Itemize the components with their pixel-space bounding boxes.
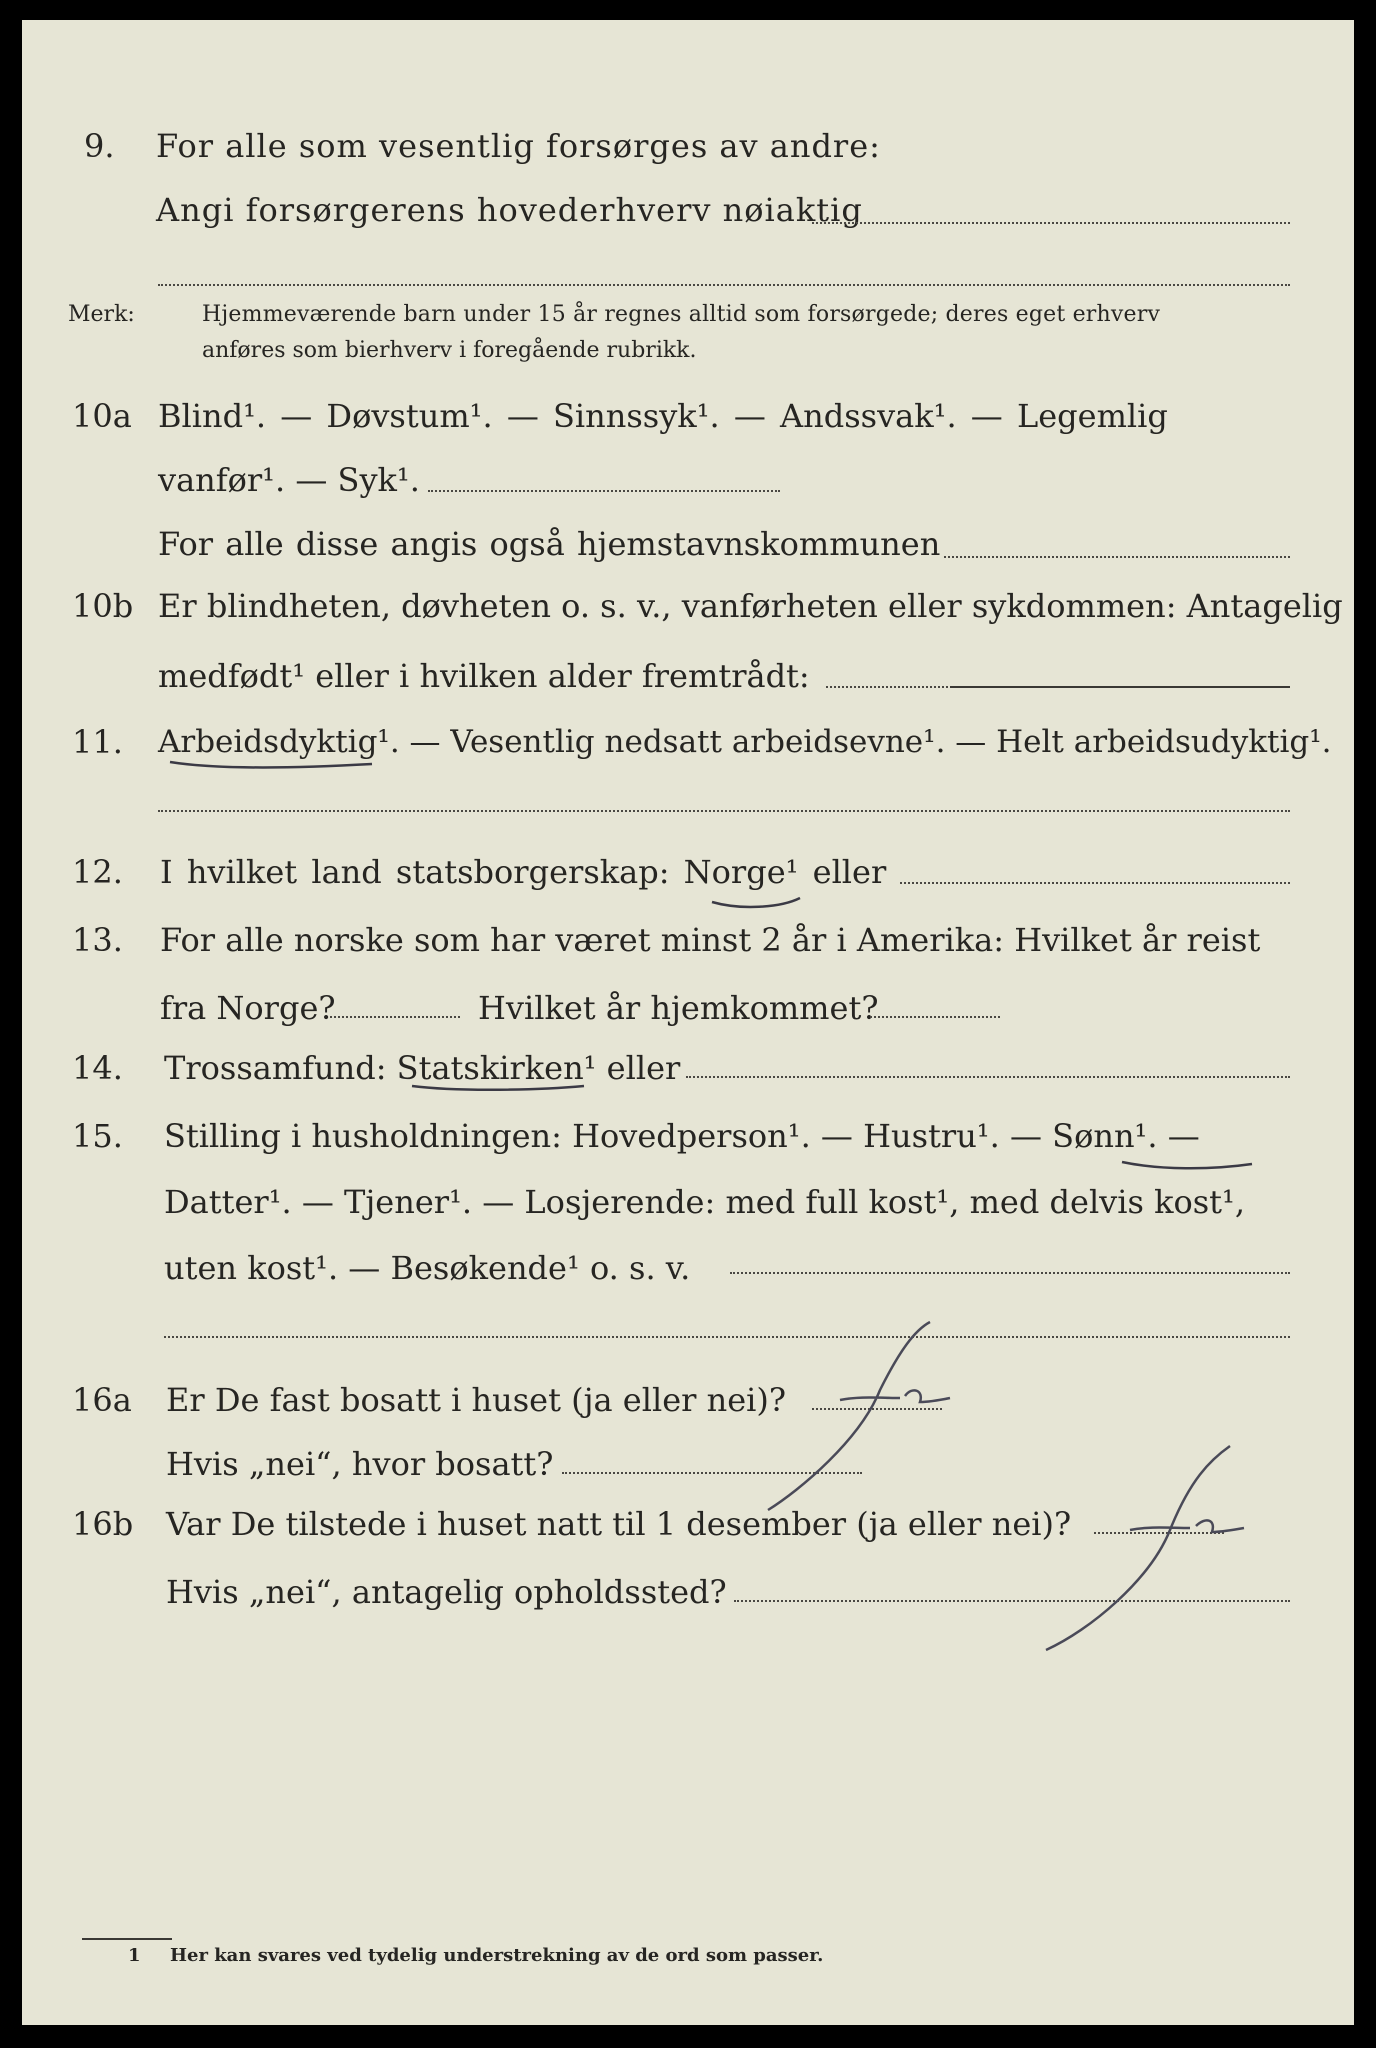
- q16b-number: 16b: [72, 1505, 134, 1543]
- q14-number: 14.: [72, 1049, 123, 1087]
- underline-sonn: [1122, 1162, 1252, 1168]
- handwriting-ja-16a: [768, 1322, 950, 1510]
- q9-number: 9.: [84, 127, 115, 165]
- q14-line1: Trossamfund: Statskirken¹ eller: [164, 1049, 681, 1087]
- q11-number: 11.: [72, 723, 123, 761]
- q16a-line1: Er De fast bosatt i huset (ja eller nei)?: [166, 1381, 787, 1419]
- underline-norge: [712, 898, 800, 907]
- q13-line2a: fra Norge?: [160, 989, 336, 1027]
- q13-number: 13.: [72, 921, 123, 959]
- q10a-line3: For alle disse angis også hjemstavnskommunen: [158, 525, 941, 563]
- q10a-line2: vanfør¹. — Syk¹.: [158, 461, 420, 499]
- q16b-line1: Var De tilstede i huset natt til 1 desember (ja eller nei)?: [166, 1505, 1072, 1543]
- q15-line3: uten kost¹. — Besøkende¹ o. s. v.: [164, 1249, 691, 1287]
- underline-arbeidsdyktig: [170, 762, 372, 768]
- q9-line1: For alle som vesentlig forsørges av andre:: [156, 127, 881, 165]
- q13-line2b: Hvilket år hjemkommet?: [478, 989, 879, 1027]
- q10b-line2: medfødt¹ eller i hvilken alder fremtrådt:: [158, 657, 810, 695]
- q12-number: 12.: [72, 853, 123, 891]
- answer-16b-text: [1150, 1506, 1180, 1541]
- q9-line2: Angi forsørgerens hovederhverv nøiaktig: [156, 191, 863, 229]
- q16a-number: 16a: [72, 1381, 132, 1419]
- q12-line1: I hvilket land statsborgerskap: Norge¹ eller: [160, 853, 887, 891]
- answer-16a-text: [860, 1376, 890, 1411]
- underline-statskirken: [412, 1086, 584, 1090]
- footnote-rule: [82, 1938, 172, 1940]
- merk-line2: anføres som bierhverv i foregående rubrikk.: [202, 338, 697, 363]
- q16a-line2: Hvis „nei“, hvor bosatt?: [166, 1445, 554, 1483]
- q10a-number: 10a: [72, 397, 132, 435]
- q15-number: 15.: [72, 1117, 123, 1155]
- handwriting-ja-16b: [1046, 1446, 1244, 1650]
- q10b-line1: Er blindheten, døvheten o. s. v., vanførheten eller sykdommen: Antagelig: [158, 587, 1343, 625]
- footnote-marker: 1: [128, 1945, 141, 1966]
- merk-line1: Hjemmeværende barn under 15 år regnes alltid som forsørgede; deres eget erhverv: [202, 302, 1161, 327]
- q15-line2: Datter¹. — Tjener¹. — Losjerende: med full kost¹, med delvis kost¹,: [164, 1183, 1246, 1221]
- merk-label: Merk:: [68, 302, 135, 327]
- q15-line1: Stilling i husholdningen: Hovedperson¹. — Hustru¹. — Sønn¹. —: [164, 1117, 1200, 1155]
- q11-line1: Arbeidsdyktig¹. — Vesentlig nedsatt arbeidsevne¹. — Helt arbeidsudyktig¹.: [158, 724, 1332, 760]
- q10b-number: 10b: [72, 587, 134, 625]
- footnote-text: Her kan svares ved tydelig understrekning av de ord som passer.: [170, 1945, 824, 1966]
- q16b-line2: Hvis „nei“, antagelig opholdssted?: [166, 1573, 727, 1611]
- q10a-line1: Blind¹. — Døvstum¹. — Sinnssyk¹. — Andssvak¹. — Legemlig: [158, 397, 1168, 435]
- q13-line1: For alle norske som har været minst 2 år i Amerika: Hvilket år reist: [160, 921, 1261, 959]
